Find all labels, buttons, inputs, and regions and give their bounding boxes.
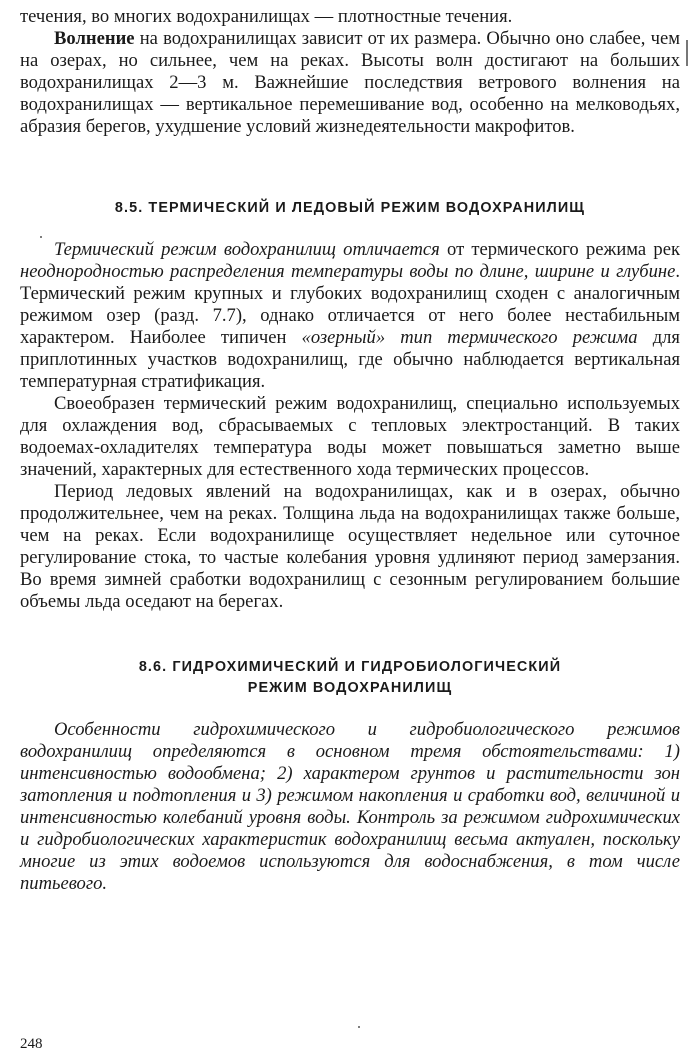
thermal-regime-italic-1: Термический режим водохранилищ отличается [54,239,440,260]
section-8-5-paragraph-3: Период ледовых явлений на водохранилищах, как и в озерах, обычно продолжительнее, чем на реках. Толщина льда на водохранилищах также больше, чем на реках. Если водохранилище осуществляет недельное или суточное регулирование стока, то частые колебания уровня удлиняют период замерзания. Во время зимней сработки водохранилищ с сезонным регулированием большие объемы льда оседают на берегах. [20,481,680,612]
section-8-6-heading-line-2: РЕЖИМ ВОДОХРАНИЛИЩ [247,680,453,696]
thermal-regime-text-3: для приплотинных участков водохранилищ, где обычно наблюдается вертикальная температурная стратификация. [20,327,680,392]
section-8-6-heading-line-1: 8.6. ГИДРОХИМИЧЕСКИЙ И ГИДРОБИОЛОГИЧЕСКИЙ [138,659,562,675]
section-8-6-paragraph-1: Особенности гидрохимического и гидробиологического режимов водохранилищ определяются в основном тремя обстоятельствами: 1) интенсивностью водообмена; 2) характером грунтов и растительности зон затопления и подтопления и 3) режимом накопления и сработки вод, величиной и интенсивностью колебаний уровня воды. Контроль за режимом гидрохимических и гидробиологических характеристик водохранилищ весьма актуален, поскольку многие из этих водоемов используются для водоснабжения, в том числе питьевого. [20,719,680,894]
scan-speck [358,1026,360,1028]
page-number: 248 [20,1036,43,1052]
wave-paragraph [20,28,680,138]
heading-gap [20,699,680,719]
section-gap [20,138,680,198]
thermal-regime-italic-3: «озерный» тип термического режима [301,327,638,348]
thermal-regime-text-2: . Термический режим крупных и глубоких водохранилищ сходен с аналогичным режимом озер (разд. 7.7), однако отличается от него более нестабильным характером. Наиболее типичен [20,261,680,348]
section-gap [20,613,680,657]
wave-text: на водохранилищах зависит от их размера. Обычно оно слабее, чем на озерах, но сильнее, чем на реках. Высоты волн достигают на больших водохранилищах 2—3 м. Важнейшие последствия ветрового волнения на водохранилищах — вертикальное перемешивание вод, особенно на мелководьях, абразия берегов, ухудшение условий жизнедеятельности макрофитов. [20,28,680,137]
intro-line-text: течения, во многих водохранилищах — плотностные течения. [20,6,513,27]
section-8-5-paragraph-1 [20,239,680,393]
thermal-regime-text-1: от термического режима рек [439,239,680,260]
thermal-regime-italic-2: неоднородностью распределения температуры воды по длине, ширине и глубине [20,261,676,282]
intro-line [20,6,680,28]
section-8-5-heading: 8.5. ТЕРМИЧЕСКИЙ И ЛЕДОВЫЙ РЕЖИМ ВОДОХРАНИЛИЩ [114,200,586,216]
scan-speck [40,236,42,238]
book-page [20,6,680,895]
wave-term: Волнение [54,28,135,49]
heading-gap [20,219,680,239]
section-8-5-paragraph-2: Своеобразен термический режим водохранилищ, специально используемых для охлаждения вод, сбрасываемых с тепловых электростанций. В таких водоемах-охладителях температура воды может повышаться заметно выше значений, характерных для естественного хода термических процессов. [20,393,680,480]
scan-edge-mark [686,40,688,66]
